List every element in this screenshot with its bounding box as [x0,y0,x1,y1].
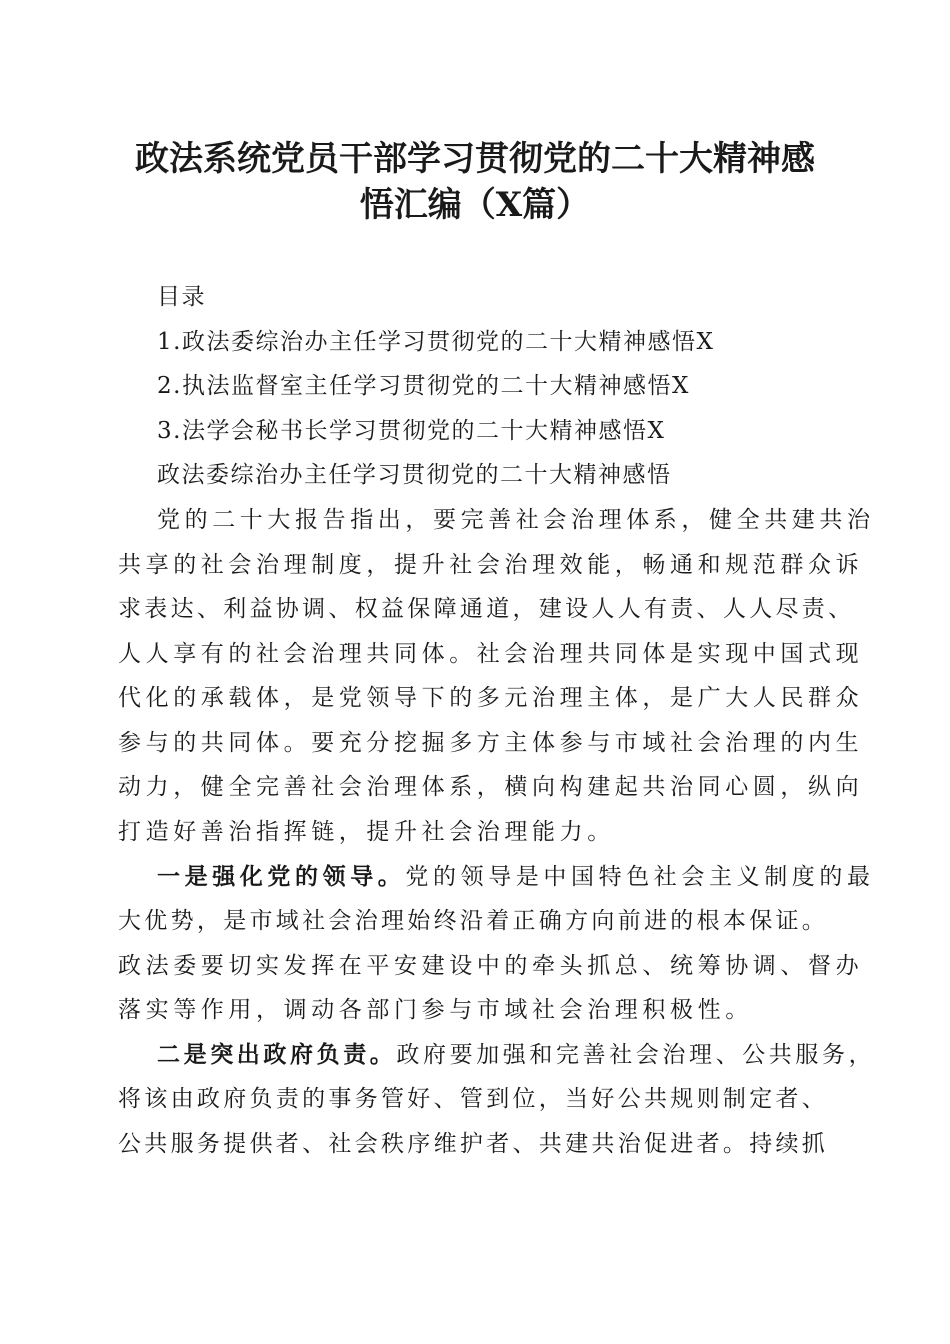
toc-item-3: 3.法学会秘书长学习贯彻党的二十大精神感悟X [157,418,666,444]
paragraph3-line-1-rest: 政府要加强和完善社会治理、公共服务， [396,1042,876,1068]
paragraph1-line-7: 动力，健全完善社会治理体系，横向构建起共治同心圆，纵向 [118,774,864,800]
paragraph3-lead: 二是突出政府负责。 [157,1041,397,1068]
paragraph1-line-5: 代化的承载体，是党领导下的多元治理主体，是广大人民群众 [118,685,864,711]
paragraph1-line-1: 党的二十大报告指出，要完善社会治理体系，健全共建共治 [157,507,875,533]
paragraph1-line-8: 打造好善治指挥链，提升社会治理能力。 [118,819,615,845]
paragraph1-line-2: 共享的社会治理制度，提升社会治理效能，畅通和规范群众诉 [118,552,864,578]
paragraph2-line-1-rest: 党的领导是中国特色社会主义制度的最 [405,864,875,890]
title-line-1: 政法系统党员干部学习贯彻党的二十大精神感 [135,139,815,179]
paragraph2-line-3: 政法委要切实发挥在平安建设中的牵头抓总、统筹协调、督办 [118,953,864,979]
paragraph2-line-1 [157,855,875,899]
paragraph1-line-3: 求表达、利益协调、权益保障通道，建设人人有责、人人尽责、 [118,596,855,622]
toc-heading: 目录 [157,284,206,310]
paragraph3-line-2: 将该由政府负责的事务管好、管到位，当好公共规则制定者、 [118,1086,829,1112]
toc-item-2: 2.执法监督室主任学习贯彻党的二十大精神感悟X [157,373,690,399]
paragraph1-line-4: 人人享有的社会治理共同体。社会治理共同体是实现中国式现 [118,641,864,667]
section-heading: 政法委综治办主任学习贯彻党的二十大精神感悟 [157,462,672,488]
toc-item-1: 1.政法委综治办主任学习贯彻党的二十大精神感悟X [157,329,715,355]
paragraph1-line-6: 参与的共同体。要充分挖掘多方主体参与市域社会治理的内生 [118,730,864,756]
paragraph3-line-1 [157,1033,875,1077]
paragraph3-line-3: 公共服务提供者、社会秩序维护者、共建共治促进者。持续抓 [118,1131,829,1157]
paragraph2-lead: 一是强化党的领导。 [157,863,406,890]
paragraph2-line-2: 大优势，是市域社会治理始终沿着正确方向前进的根本保证。 [118,908,829,934]
document-title [100,136,850,228]
title-line-2: 悟汇编（X篇） [359,185,591,225]
paragraph2-line-4: 落实等作用，调动各部门参与市域社会治理积极性。 [118,997,753,1023]
